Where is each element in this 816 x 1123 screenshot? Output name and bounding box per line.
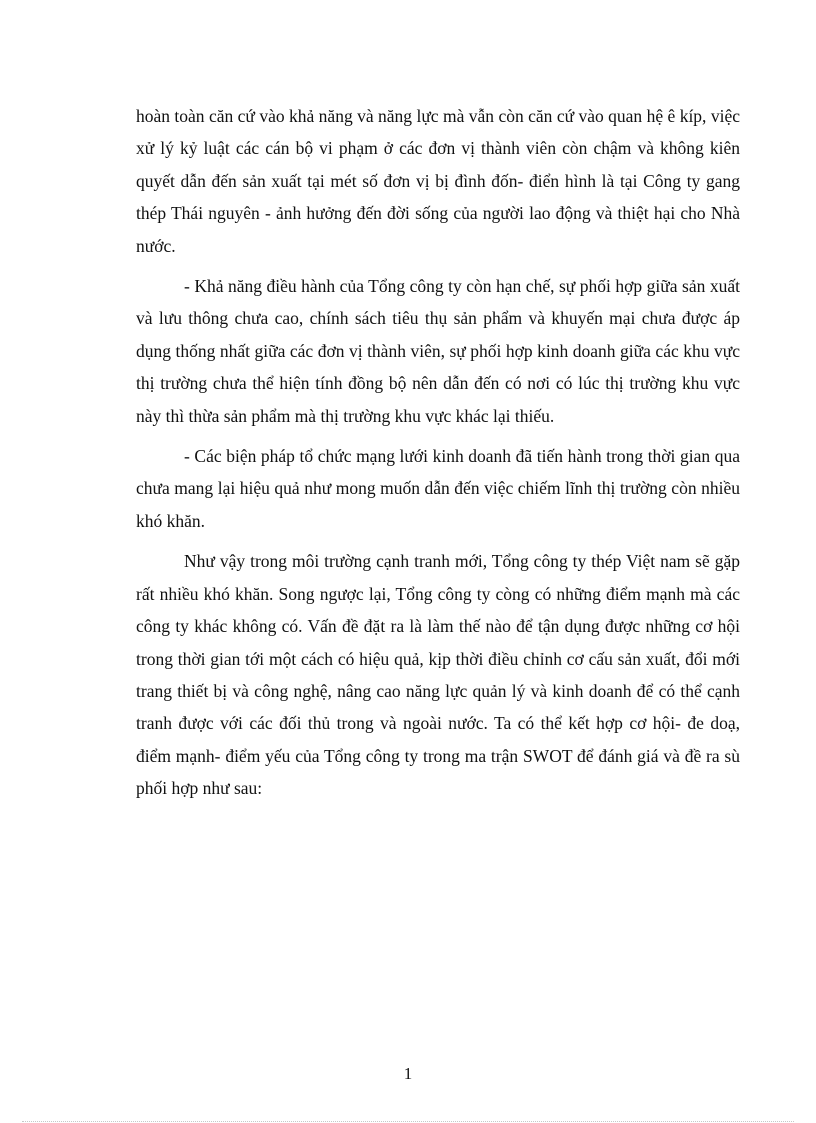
paragraph-1: hoàn toàn căn cứ vào khả năng và năng lực mà vẫn còn căn cứ vào quan hệ ê kíp, việc xử lý kỷ luật các cán bộ vi phạm ở các đơn vị thành viên còn chậm và không kiên quyết dẫn đến sản xuất tại mét số đơn vị bị đình đốn- điển hình là tại Công ty gang thép Thái nguyên - ảnh hưởng đến đời sống của người lao động và thiệt hại cho Nhà nước. [136,106,740,256]
page-bottom-divider [22,1121,794,1122]
paragraph-4: Như vậy trong môi trường cạnh tranh mới, Tổng công ty thép Việt nam sẽ gặp rất nhiều khó khăn. Song ngược lại, Tổng công ty còng có những điểm mạnh mà các công ty khác không có. Vấn đề đặt ra là làm thế nào để tận dụng được những cơ hội trong thời gian tới một cách có hiệu quả, kịp thời điều chỉnh cơ cấu sản xuất, đổi mới trang thiết bị và công nghệ, nâng cao năng lực quản lý và kinh doanh để có thể cạnh tranh được với các đối thủ trong và ngoài nước. Ta có thể kết hợp cơ hội- đe doạ, điểm mạnh- điểm yếu của Tổng công ty trong ma trận SWOT để đánh giá và đề ra sù phối hợp như sau: [136,551,740,799]
paragraph-2: - Khả năng điều hành của Tổng công ty còn hạn chế, sự phối hợp giữa sản xuất và lưu thông chưa cao, chính sách tiêu thụ sản phẩm và khuyến mại chưa được áp dụng thống nhất giữa các đơn vị thành viên, sự phối hợp kinh doanh giữa các khu vực thị trường chưa thể hiện tính đồng bộ nên dẫn đến có nơi có lúc thị trường khu vực này thì thừa sản phẩm mà thị trường khu vực khác lại thiếu. [136,276,740,426]
paragraph-3: - Các biện pháp tổ chức mạng lưới kinh doanh đã tiến hành trong thời gian qua chưa mang lại hiệu quả như mong muốn dẫn đến việc chiếm lĩnh thị trường còn nhiều khó khăn. [136,446,740,531]
page-number: 1 [403,1064,413,1083]
document-body [136,100,740,813]
